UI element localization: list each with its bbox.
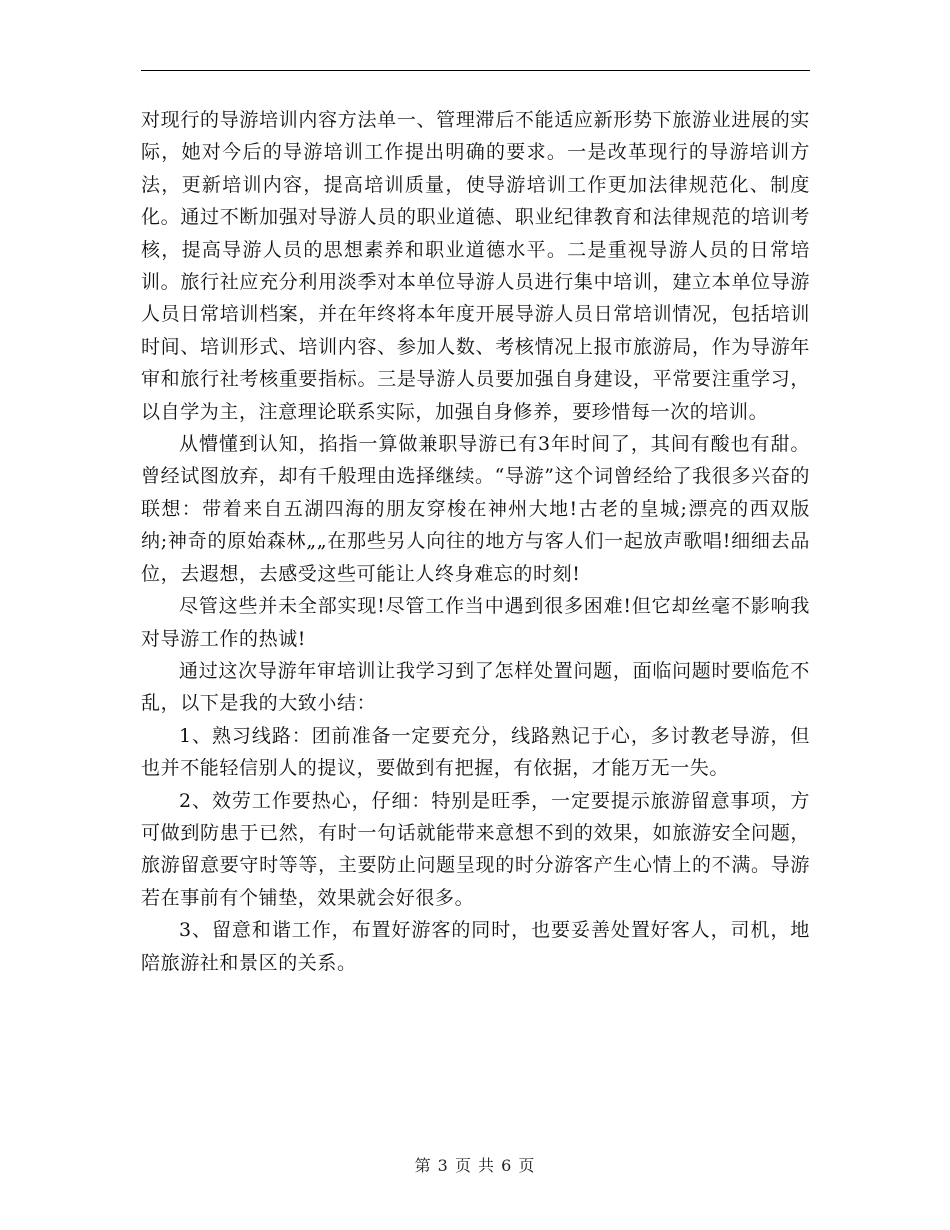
list-item-3: 3、留意和谐工作，布置好游客的同时，也要妥善处置好客人，司机，地陪旅游社和景区的关系。 xyxy=(141,919,810,974)
paragraph-experience: 从懵懂到认知，掐指一算做兼职导游已有3年时间了，其间有酸也有甜。曾经试图放弃，却有千般理由选择继续。“导游”这个词曾经给了我很多兴奋的联想：带着来自五湖四海的朋友穿梭在神州大地!古老的皇城;漂亮的西双版纳;神奇的原始森林„„在那些另人向往的地方与客人们一起放声歌唱!细细去品位，去遐想，去感受这些可能让人终身难忘的时刻! xyxy=(141,433,810,585)
paragraph-enthusiasm: 尽管这些并未全部实现!尽管工作当中遇到很多困难!但它却丝毫不影响我对导游工作的热诚! xyxy=(141,595,810,650)
page-number: 第 3 页 共 6 页 xyxy=(414,1156,536,1175)
header-rule xyxy=(141,70,810,71)
paragraph-continuation: 对现行的导游培训内容方法单一、管理滞后不能适应新形势下旅游业进展的实际，她对今后的导游培训工作提出明确的要求。一是改革现行的导游培训方法，更新培训内容，提高培训质量，使导游培训工作更加法律规范化、制度化。通过不断加强对导游人员的职业道德、职业纪律教育和法律规范的培训考核，提高导游人员的思想素养和职业道德水平。二是重视导游人员的日常培训。旅行社应充分利用淡季对本单位导游人员进行集中培训，建立本单位导游人员日常培训档案，并在年终将本年度开展导游人员日常培训情况，包括培训时间、培训形式、培训内容、参加人数、考核情况上报市旅游局，作为导游年审和旅行社考核重要指标。三是导游人员要加强自身建设，平常要注重学习，以自学为主，注意理论联系实际，加强自身修养，要珍惜每一次的培训。 xyxy=(141,109,810,423)
paragraph-summary-intro: 通过这次导游年审培训让我学习到了怎样处置问题，面临问题时要临危不乱，以下是我的大致小结： xyxy=(141,659,810,715)
list-item-1: 1、熟习线路：团前准备一定要充分，线路熟记于心，多讨教老导游，但也并不能轻信别人的提议，要做到有把握，有依据，才能万无一失。 xyxy=(141,724,810,780)
document-body xyxy=(141,104,810,979)
list-item-2: 2、效劳工作要热心，仔细：特别是旺季，一定要提示旅游留意事项，方可做到防患于已然，有时一句话就能带来意想不到的效果，如旅游安全问题，旅游留意要守时等等，主要防止问题呈现的时分游客产生心情上的不满。导游若在事前有个铺垫，效果就会好很多。 xyxy=(141,789,810,909)
